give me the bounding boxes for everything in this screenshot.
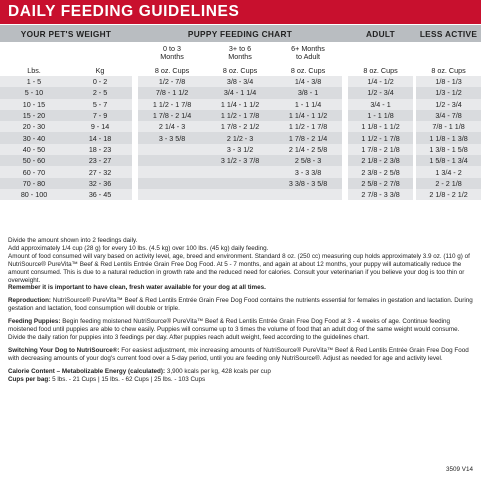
cell-kg: 5 - 7 xyxy=(68,99,132,110)
cell-less-active: 1 1/8 - 1 3/8 xyxy=(416,132,481,143)
feeding-puppies-paragraph xyxy=(8,318,476,342)
header-cups: 8 oz. Cups xyxy=(431,65,466,75)
cups-per-bag-paragraph xyxy=(8,376,476,384)
table-row xyxy=(0,132,481,143)
cell-lbs: 1 - 5 xyxy=(0,76,68,87)
cell-lbs: 50 - 60 xyxy=(0,155,68,166)
header-puppy: PUPPY FEEDING CHART xyxy=(138,25,342,42)
cell-0-3-months: 1/2 - 7/8 xyxy=(138,76,206,87)
cell-adult: 1 - 1 1/8 xyxy=(348,110,413,121)
table-row xyxy=(0,76,481,87)
cell-adult: 1 1/2 - 1 7/8 xyxy=(348,132,413,143)
header-cups: 8 oz. Cups xyxy=(222,65,258,75)
cell-kg: 14 - 18 xyxy=(68,132,132,143)
header-less-active: LESS ACTIVE xyxy=(416,25,481,42)
table-row xyxy=(0,110,481,121)
cell-adult: 2 3/8 - 2 5/8 xyxy=(348,166,413,177)
cell-3-6-months: 1 1/4 - 1 1/2 xyxy=(206,99,274,110)
cell-adult: 1 7/8 - 2 1/8 xyxy=(348,144,413,155)
cell-lbs: 70 - 80 xyxy=(0,178,68,189)
cell-adult: 1 1/8 - 1 1/2 xyxy=(348,121,413,132)
reproduction-label: Reproduction: xyxy=(8,297,52,305)
notes-section xyxy=(8,237,476,384)
reproduction-text: NutriSource® PureVita™ Beef & Red Lentils Entrée Grain Free Dog Food contains the nutrients essential for females in gestation and lactation. During gestation and lactation, food consumption will double or triple. xyxy=(8,297,473,313)
cell-0-3-months xyxy=(138,144,206,155)
cell-0-3-months xyxy=(138,178,206,189)
product-code: 3509 V14 xyxy=(446,466,473,473)
cell-0-3-months: 1 1/2 - 1 7/8 xyxy=(138,99,206,110)
cell-3-6-months: 3 - 3 1/2 xyxy=(206,144,274,155)
cell-6-months-adult: 1 1/2 - 1 7/8 xyxy=(274,121,342,132)
header-cups: 8 oz. Cups xyxy=(363,65,398,75)
header-cups: 8 oz. Cups xyxy=(154,65,190,75)
cell-less-active: 1/3 - 1/2 xyxy=(416,87,481,98)
cell-adult: 1/4 - 1/2 xyxy=(348,76,413,87)
cell-3-6-months: 3/4 - 1 1/4 xyxy=(206,87,274,98)
table-row xyxy=(0,155,481,166)
table-row xyxy=(0,99,481,110)
calorie-label: Calorie Content – Metabolizable Energy (calculated): xyxy=(8,367,166,375)
header-kg: Kg xyxy=(95,65,105,75)
cell-6-months-adult xyxy=(274,189,342,200)
cell-less-active: 2 - 2 1/8 xyxy=(416,178,481,189)
table-row xyxy=(0,87,481,98)
cell-3-6-months xyxy=(206,178,274,189)
cell-kg: 18 - 23 xyxy=(68,144,132,155)
switching-text: For easiest adjustment, mix increasing amounts of NutriSource® PureVita™ Beef & Red Lentils Entrée Grain Free Dog Food with decreasing amounts of your dog's current food over a 5-day period, until you are feeding only NutriSource®. Adjust as needed for age and activity level. xyxy=(8,346,469,362)
cell-3-6-months: 3 1/2 - 3 7/8 xyxy=(206,155,274,166)
cell-adult: 2 5/8 - 2 7/8 xyxy=(348,178,413,189)
cell-kg: 32 - 36 xyxy=(68,178,132,189)
table-row xyxy=(0,178,481,189)
header-age-6-adult: 6+ Months to Adult xyxy=(274,42,342,64)
cell-0-3-months xyxy=(138,155,206,166)
cell-kg: 7 - 9 xyxy=(68,110,132,121)
cell-less-active: 2 1/8 - 2 1/2 xyxy=(416,189,481,200)
cell-6-months-adult: 1 - 1 1/4 xyxy=(274,99,342,110)
cups-per-bag-label: Cups per bag: xyxy=(8,375,51,383)
cell-kg: 36 - 45 xyxy=(68,189,132,200)
cell-3-6-months xyxy=(206,189,274,200)
cell-adult: 2 7/8 - 3 3/8 xyxy=(348,189,413,200)
cell-lbs: 60 - 70 xyxy=(0,166,68,177)
cell-0-3-months: 1 7/8 - 2 1/4 xyxy=(138,110,206,121)
header-cups: 8 oz. Cups xyxy=(290,65,326,75)
cell-kg: 0 - 2 xyxy=(68,76,132,87)
cell-6-months-adult: 2 5/8 - 3 xyxy=(274,155,342,166)
cell-kg: 27 - 32 xyxy=(68,166,132,177)
feeding-puppies-label: Feeding Puppies: xyxy=(8,318,61,326)
cell-lbs: 80 - 100 xyxy=(0,189,68,200)
title-bar xyxy=(0,0,481,24)
cell-lbs: 40 - 50 xyxy=(0,144,68,155)
header-adult: ADULT xyxy=(348,25,413,42)
cell-adult: 2 1/8 - 2 3/8 xyxy=(348,155,413,166)
cell-6-months-adult: 3 - 3 3/8 xyxy=(274,166,342,177)
cell-3-6-months: 1 7/8 - 2 1/2 xyxy=(206,121,274,132)
cell-kg: 9 - 14 xyxy=(68,121,132,132)
reproduction-paragraph xyxy=(8,297,476,313)
cell-less-active: 1 5/8 - 1 3/4 xyxy=(416,155,481,166)
feeding-table xyxy=(0,25,481,200)
cell-lbs: 20 - 30 xyxy=(0,121,68,132)
cell-3-6-months: 3/8 - 3/4 xyxy=(206,76,274,87)
header-weight: YOUR PET'S WEIGHT xyxy=(0,25,132,42)
cell-0-3-months: 2 1/4 - 3 xyxy=(138,121,206,132)
note-feedings: Divide the amount shown into 2 feedings daily. xyxy=(8,237,138,244)
page-title: DAILY FEEDING GUIDELINES xyxy=(8,3,240,20)
note-over-100: Add approximately 1/4 cup (28 g) for every 10 lbs. (4.5 kg) over 100 lbs. (45 kg) daily feeding. xyxy=(8,244,269,252)
cell-less-active: 1 3/8 - 1 5/8 xyxy=(416,144,481,155)
cell-less-active: 1/2 - 3/4 xyxy=(416,99,481,110)
cell-kg: 2 - 5 xyxy=(68,87,132,98)
cell-6-months-adult: 1/4 - 3/8 xyxy=(274,76,342,87)
cell-0-3-months: 3 - 3 5/8 xyxy=(138,132,206,143)
switching-paragraph xyxy=(8,347,476,363)
cell-0-3-months xyxy=(138,166,206,177)
feeding-puppies-text: Begin feeding moistened NutriSource® PureVita™ Beef & Red Lentils Entrée Grain Free Dog Food at 3 - 4 weeks of age. Continue feeding moistened food until puppies are able to chew easily. Puppies will consume up to 3 times the volume of food that an adult dog of the same weight would consume. Divide the daily ration for puppies into 3 feedings per day. After puppies reach adult weight, feed according to the guidelines chart. xyxy=(8,318,460,341)
cell-0-3-months xyxy=(138,189,206,200)
cell-3-6-months xyxy=(206,166,274,177)
note-amount: Amount of food consumed will vary based on activity level, age, breed and environment. Standard 8 oz. (250 cc) measuring cup holds approximately 3.9 oz. (110 g) of NutriSource® PureVita™ Beef & Red Lentils Entrée Grain Free Dog Food. At 5 - 7 months, and again at about 12 months, your puppy will automatically reduce the amount consumed. This is due to a natural reduction in growth rate and the reduced need for calories. Consult your veterinarian if you believe your dog is too thin or overweight. xyxy=(8,252,470,284)
cell-6-months-adult: 1 7/8 - 2 1/4 xyxy=(274,132,342,143)
header-age-3-6: 3+ to 6 Months xyxy=(206,42,274,64)
note-water: Remember it is important to have clean, fresh water available for your dog at all times. xyxy=(8,284,266,292)
cell-adult: 3/4 - 1 xyxy=(348,99,413,110)
cell-lbs: 5 - 10 xyxy=(0,87,68,98)
calorie-text: 3,900 kcals per kg, 428 kcals per cup xyxy=(165,367,271,375)
cell-less-active: 1/8 - 1/3 xyxy=(416,76,481,87)
cell-adult: 1/2 - 3/4 xyxy=(348,87,413,98)
calorie-paragraph xyxy=(8,368,476,376)
cell-less-active: 7/8 - 1 1/8 xyxy=(416,121,481,132)
cell-6-months-adult: 3 3/8 - 3 5/8 xyxy=(274,178,342,189)
cell-3-6-months: 1 1/2 - 1 7/8 xyxy=(206,110,274,121)
cell-lbs: 10 - 15 xyxy=(0,99,68,110)
cell-lbs: 30 - 40 xyxy=(0,132,68,143)
cell-less-active: 3/4 - 7/8 xyxy=(416,110,481,121)
cell-lbs: 15 - 20 xyxy=(0,110,68,121)
table-row xyxy=(0,121,481,132)
cell-3-6-months: 2 1/2 - 3 xyxy=(206,132,274,143)
header-age-0-3: 0 to 3 Months xyxy=(138,42,206,64)
switching-label: Switching Your Dog to NutriSource®: xyxy=(8,346,120,354)
cell-6-months-adult: 2 1/4 - 2 5/8 xyxy=(274,144,342,155)
cell-6-months-adult: 3/8 - 1 xyxy=(274,87,342,98)
cell-6-months-adult: 1 1/4 - 1 1/2 xyxy=(274,110,342,121)
table-row xyxy=(0,189,481,200)
table-row xyxy=(0,166,481,177)
cell-kg: 23 - 27 xyxy=(68,155,132,166)
cell-0-3-months: 7/8 - 1 1/2 xyxy=(138,87,206,98)
cups-per-bag-text: 5 lbs. - 21 Cups | 15 lbs. - 62 Cups | 25 lbs. - 103 Cups xyxy=(50,375,206,383)
table-row xyxy=(0,144,481,155)
header-lbs: Lbs. xyxy=(27,65,41,75)
cell-less-active: 1 3/4 - 2 xyxy=(416,166,481,177)
